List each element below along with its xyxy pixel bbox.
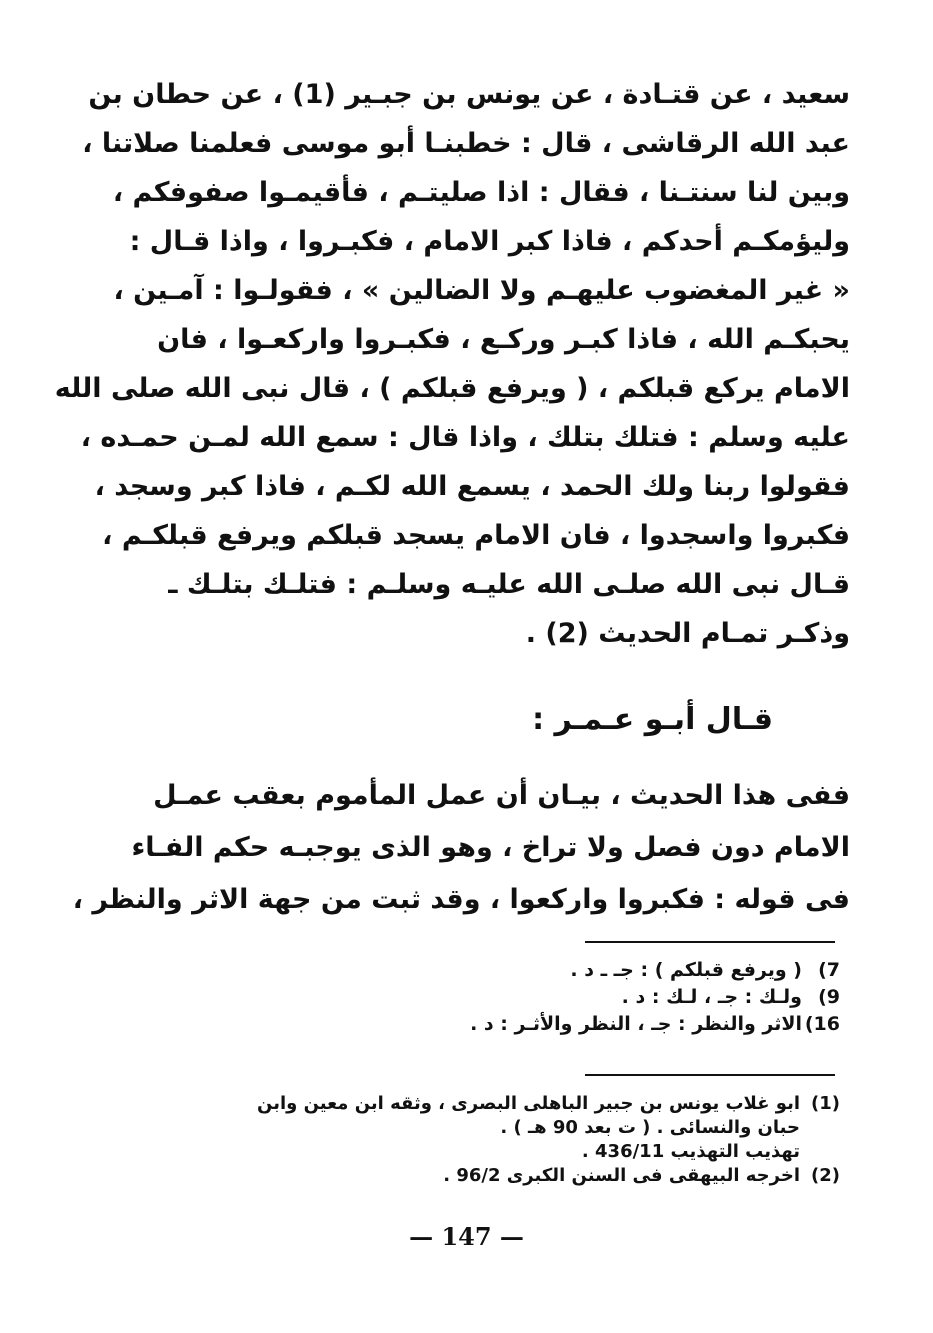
text-line: يحبكـم الله ، فاذا كبـر وركـع ، فكبـروا واركعـوا ، فان (157, 324, 850, 355)
variant-text: ( ويرفع قبلكم ) : جـ ـ د . (570, 959, 802, 981)
text-line: « غير المغضوب عليهـم ولا الضالين » ، فقولـوا : آمـين ، (113, 275, 850, 306)
text-line: وبين لنا سنتـنا ، فقال : اذا صليتـم ، فأقيمـوا صفوفكم ، (112, 177, 850, 208)
text-line: الامام دون فصل ولا تراخ ، وهو الذى يوجبـه حكم الفـاء (131, 832, 850, 863)
variant-text: ولـك : جـ ، لـك : د . (621, 986, 802, 1008)
main-text-block (54, 70, 850, 658)
variant-row (380, 984, 840, 1011)
footnote-text: حبان والنسائى . ( ت بعد 90 هـ ) . (500, 1117, 800, 1138)
variant-row (380, 1011, 840, 1038)
text-line: فى قوله : فكبروا واركعوا ، وقد ثبت من جهة الاثر والنظر ، (72, 884, 850, 915)
variant-line-number: 7) (818, 959, 840, 981)
text-line: سعيد ، عن قتـادة ، عن يونس بن جبـير (1) ، عن حطان بن (88, 79, 850, 110)
variant-line-number: 9) (818, 986, 840, 1008)
footnote (160, 1164, 840, 1188)
text-line: وذكـر تمـام الحديث (2) . (525, 618, 850, 649)
footnotes (160, 1092, 840, 1188)
commentary-paragraph (72, 770, 850, 926)
text-line: وليؤمكـم أحدكم ، فاذا كبر الامام ، فكبـروا ، واذا قـال : (129, 226, 850, 257)
footnote-text: اخرجه البيهقى فى السنن الكبرى 96/2 . (443, 1165, 800, 1186)
footnote-text: ابو غلاب يونس بن جبير الباهلى البصرى ، وثقه ابن معين وابن (257, 1093, 800, 1114)
text-line: قـال نبى الله صلـى الله عليـه وسلـم : فتلـك بتلـك ـ (168, 569, 850, 600)
footnotes-divider (585, 1074, 835, 1076)
variant-line-number: 16) (804, 1013, 840, 1035)
section-heading: قـال أبـو عـمـر : (532, 702, 773, 737)
text-line: عبد الله الرقاشى ، قال : خطبنـا أبو موسى فعلمنا صلاتنا ، (82, 128, 850, 159)
variant-text: الاثر والنظر : جـ ، النظر والأثـر : د . (470, 1013, 802, 1035)
text-line: ففى هذا الحديث ، بيـان أن عمل المأموم بعقب عمـل (153, 780, 850, 811)
page-number: — 147 — (409, 1222, 524, 1251)
variants-divider (585, 941, 835, 943)
footnote-number: (1) (811, 1093, 840, 1114)
variant-row (380, 957, 840, 984)
text-line: الامام يركع قبلكم ، ( ويرفع قبلكم ) ، قال نبى الله صلى الله (54, 373, 850, 404)
footnote-text: تهذيب التهذيب 436/11 . (581, 1141, 800, 1162)
textual-variants (380, 957, 840, 1038)
text-line: فقولوا ربنا ولك الحمد ، يسمع الله لكـم ، فاذا كبر وسجد ، (94, 471, 850, 502)
footnote-number: (2) (811, 1165, 840, 1186)
footnote (160, 1092, 840, 1116)
text-line: فكبروا واسجدوا ، فان الامام يسجد قبلكم ويرفع قبلكـم ، (102, 520, 850, 551)
text-line: عليه وسلم : فتلك بتلك ، واذا قال : سمع الله لمـن حمـده ، (80, 422, 850, 453)
